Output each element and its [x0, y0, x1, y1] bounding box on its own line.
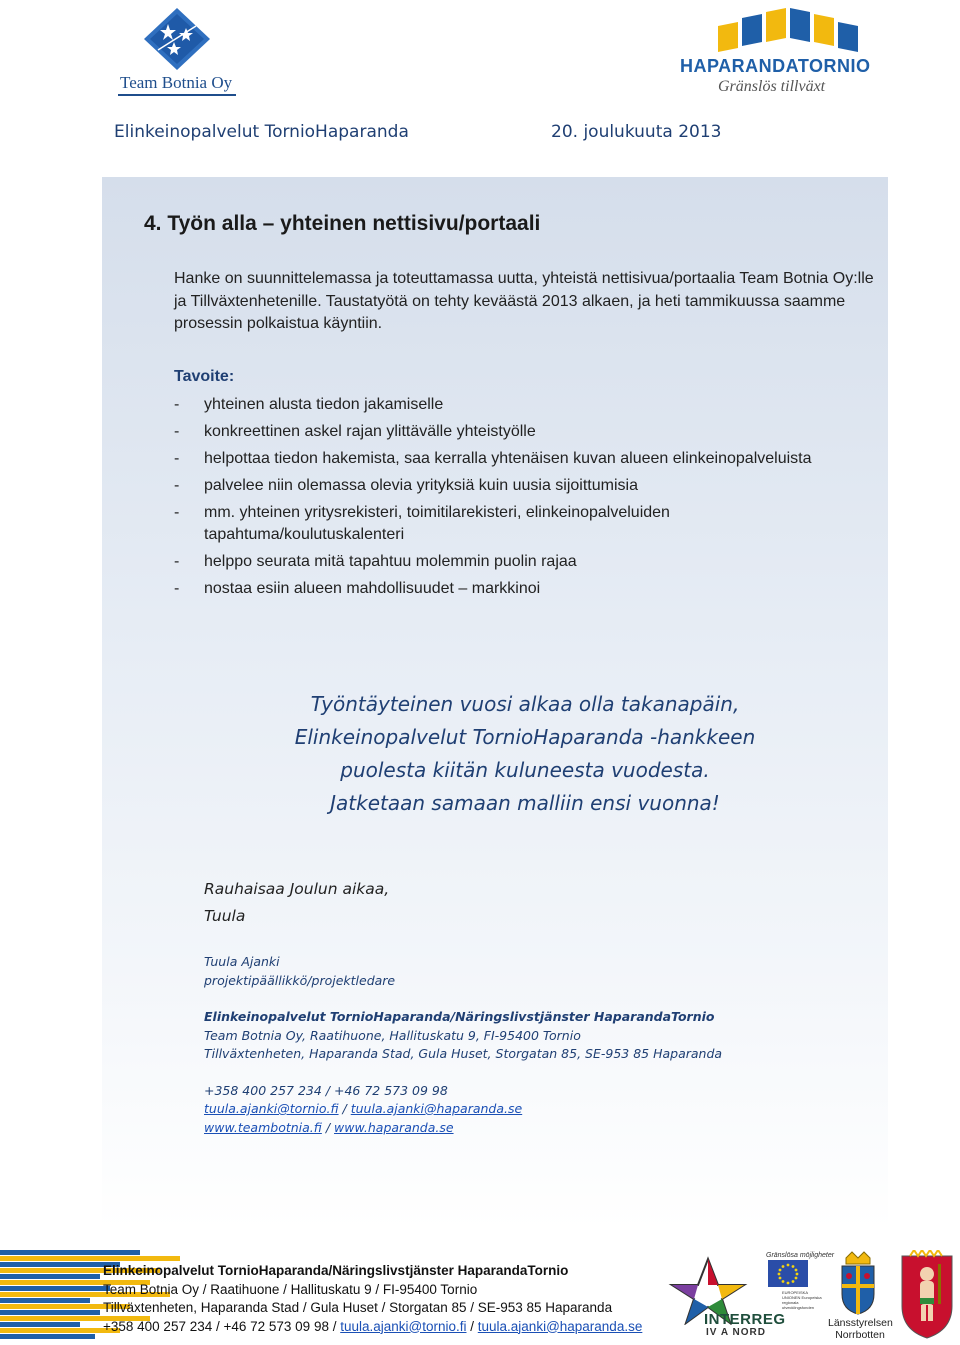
goal-text: konkreettinen askel rajan ylittävälle yhteistyölle: [204, 423, 536, 440]
goal-label: Tavoite:: [174, 368, 235, 385]
goal-text: mm. yhteinen yritysrekisteri, toimitilarekisteri, elinkeinopalveluiden tapahtuma/koulutuskalenteri: [204, 504, 670, 543]
list-dash: -: [174, 477, 180, 494]
signature-block: [204, 953, 722, 1137]
signature-project: Elinkeinopalvelut TornioHaparanda/Näringslivstjänster HaparandaTornio: [204, 1009, 715, 1024]
list-dash: -: [174, 504, 180, 521]
closing-line: Jatketaan samaan malliin ensi vuonna!: [330, 791, 720, 815]
haparanda-tornio-logo: [678, 8, 878, 100]
footer-address-fi: Team Botnia Oy / Raatihuone / Hallituskatu 9 / FI-95400 Tornio: [103, 1281, 478, 1297]
haparanda-tornio-flags-icon: [678, 8, 878, 54]
logo-right-text: HAPARANDATORNIO: [680, 56, 871, 76]
team-botnia-logo: [118, 6, 238, 96]
signature-name: Tuula Ajanki: [204, 954, 280, 969]
list-dash: -: [174, 396, 180, 413]
interreg-subtext: IV A NORD: [706, 1327, 766, 1338]
goal-item: [174, 475, 874, 497]
goal-item: [174, 394, 874, 416]
footer-phone: +358 400 257 234 / +46 72 573 09 98 /: [103, 1318, 341, 1334]
goal-text: yhteinen alusta tiedon jakamiselle: [204, 396, 444, 413]
eu-logo: [762, 1252, 835, 1310]
list-dash: -: [174, 423, 180, 440]
signature-phone: +358 400 257 234 / +46 72 573 09 98: [204, 1082, 448, 1098]
greeting-signoff: Tuula: [204, 907, 246, 925]
web-link-fi[interactable]: www.teambotnia.fi: [204, 1119, 322, 1135]
tornio-wildman-shield-icon: [898, 1250, 956, 1340]
email-link-fi[interactable]: tuula.ajanki@tornio.fi: [204, 1101, 339, 1116]
logo-underline: [118, 94, 236, 96]
goal-item: [174, 502, 874, 546]
eu-flag-icon: [768, 1260, 808, 1287]
greeting: [204, 876, 389, 930]
signature-address-se: Tillväxtenheten, Haparanda Stad, Gula Huset, Storgatan 85, SE-953 85 Haparanda: [204, 1046, 723, 1061]
closing-message: [250, 688, 800, 820]
goal-text: helpottaa tiedon hakemista, saa kerralla yhtenäisen kuvan alueen elinkeinopalveluista: [204, 450, 812, 467]
web-link-se[interactable]: www.haparanda.se: [334, 1119, 454, 1135]
goal-list: [174, 394, 874, 605]
footer-project: Elinkeinopalvelut TornioHaparanda/Näringslivstjänster HaparandaTornio: [103, 1263, 569, 1278]
footer-email-fi[interactable]: tuula.ajanki@tornio.fi: [340, 1318, 467, 1334]
closing-line: Työntäyteinen vuosi alkaa olla takanapäin,: [310, 692, 740, 716]
goal-text: nostaa esiin alueen mahdollisuudet – markkinoi: [204, 580, 541, 597]
list-dash: -: [174, 553, 180, 570]
footer-address-se: Tillväxtenheten, Haparanda Stad / Gula Huset / Storgatan 85 / SE-953 85 Haparanda: [103, 1300, 613, 1315]
signature-address-fi: Team Botnia Oy, Raatihuone, Hallituskatu 9, FI-95400 Tornio: [204, 1027, 581, 1043]
signature-role: projektipäällikkö/projektledare: [204, 972, 396, 988]
goal-item: [174, 578, 874, 600]
separator: /: [466, 1318, 478, 1334]
closing-line: Elinkeinopalvelut TornioHaparanda -hankkeen: [294, 725, 756, 749]
email-link-se[interactable]: tuula.ajanki@haparanda.se: [350, 1101, 523, 1116]
separator: /: [338, 1101, 351, 1116]
signature-emails: [204, 1100, 722, 1119]
intro-paragraph: Hanke on suunnittelemassa ja toteuttamassa uutta, yhteistä nettisivua/portaalia Team Botnia Oy:lle ja Tillväxtenhetenille. Taustatyötä on tehty keväästä 2013 alkaen, ja heti tammikuussa saamme prosessin polkaistua käyntiin.: [174, 270, 874, 332]
footer-email-se[interactable]: tuula.ajanki@haparanda.se: [477, 1318, 643, 1334]
section-title: 4. Työn alla – yhteinen nettisivu/portaali: [144, 212, 541, 235]
greeting-line: Rauhaisaa Joulun aikaa,: [204, 880, 390, 898]
logo-right-tagline: Gränslös tillväxt: [718, 78, 826, 95]
interreg-text: INTERREG: [704, 1311, 786, 1328]
logo-left-text: Team Botnia Oy: [120, 73, 233, 92]
goal-item: [174, 448, 874, 470]
eu-caption: EUROPEISKA UNIONEN Europeiska regionala utvecklingsfonden: [782, 1290, 822, 1310]
footer-contact: [103, 1262, 642, 1336]
crown-shield-icon: [826, 1250, 890, 1316]
goal-item: [174, 421, 874, 443]
closing-line: puolesta kiitän kuluneesta vuodesta.: [340, 758, 710, 782]
signature-websites: [204, 1119, 722, 1138]
header-organization: Elinkeinopalvelut TornioHaparanda: [114, 122, 409, 142]
goal-text: palvelee niin olemassa olevia yrityksiä kuin uusia sijoittumisia: [204, 477, 638, 494]
team-botnia-diamond-icon: [118, 6, 238, 72]
list-dash: -: [174, 450, 180, 467]
separator: /: [321, 1119, 335, 1135]
goal-item: [174, 551, 874, 573]
list-dash: -: [174, 580, 180, 597]
lansstyrelsen-logo: [826, 1250, 892, 1342]
lansstyrelsen-text: Länsstyrelsen Norrbotten: [828, 1317, 893, 1341]
goal-text: helppo seurata mitä tapahtuu molemmin puolin rajaa: [204, 553, 577, 570]
footer-phone-emails: [103, 1318, 642, 1337]
eu-tagline: Gränslösa möjligheter: [766, 1252, 835, 1259]
header-date: 20. joulukuuta 2013: [551, 122, 722, 142]
